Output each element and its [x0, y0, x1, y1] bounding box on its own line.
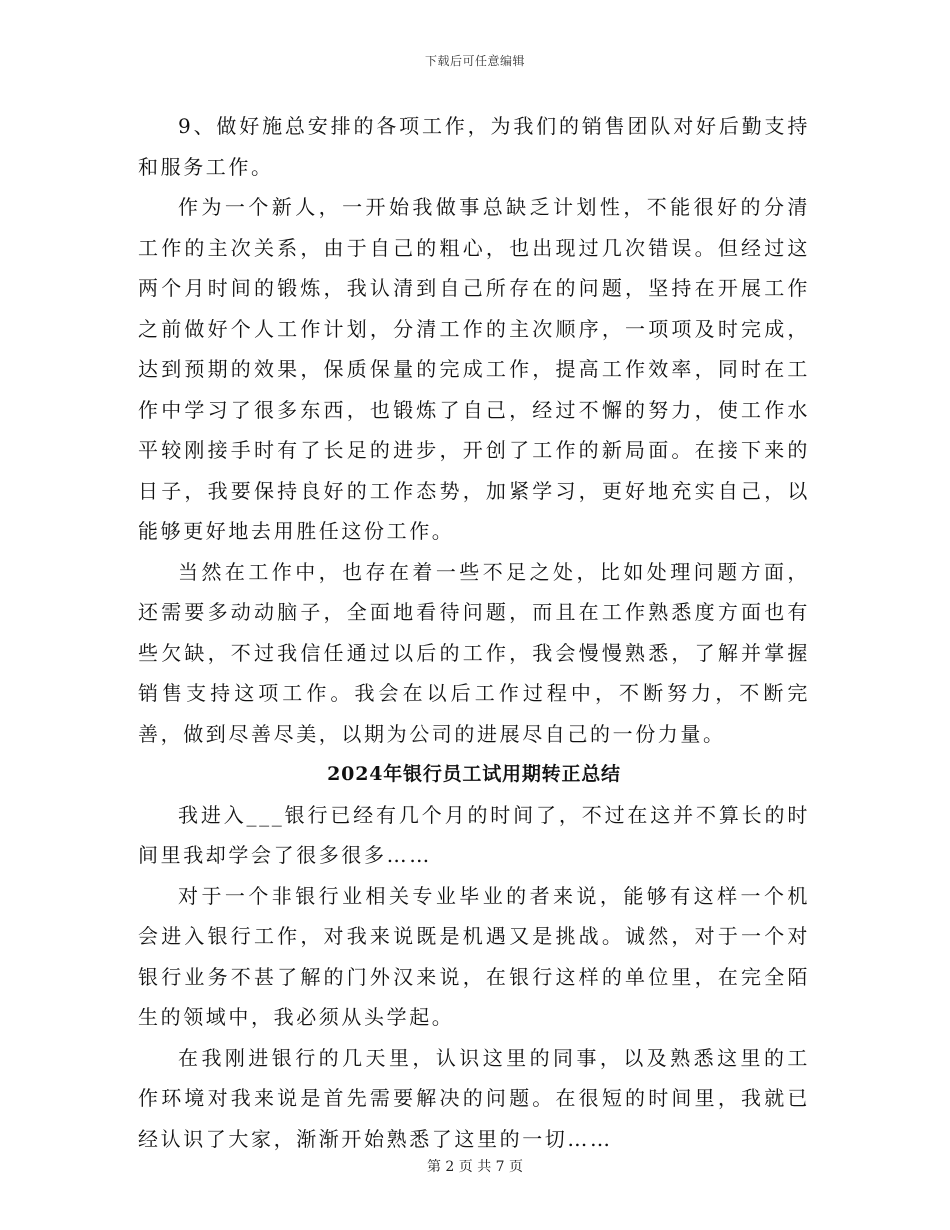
page-number: 第 2 页 共 7 页	[426, 1159, 524, 1175]
section-title: 2024年银行员工试用期转正总结	[327, 763, 621, 785]
document-body	[138, 106, 810, 1159]
paragraph-shortcomings: 当然在工作中，也存在着一些不足之处，比如处理问题方面，还需要多动动脑子，全面地看待问题，而且在工作熟悉度方面也有些欠缺，不过我信任通过以后的工作，我会慢慢熟悉，了解并掌握销售支持这项工作。我会在以后工作过程中，不断努力，不断完善，做到尽善尽美，以期为公司的进展尽自己的一份力量。	[138, 559, 810, 746]
paragraph-bank-intro: 我进入___银行已经有几个月的时间了，不过在这并不算长的时间里我却学会了很多很多……	[138, 802, 810, 867]
paragraph-opportunity: 对于一个非银行业相关专业毕业的者来说，能够有这样一个机会进入银行工作，对我来说既是机遇又是挑战。诚然，对于一个对银行业务不甚了解的门外汉来说，在银行这样的单位里，在完全陌生的领域中，我必须从头学起。	[138, 883, 810, 1029]
paragraph-first-days: 在我刚进银行的几天里，认识这里的同事，以及熟悉这里的工作环境对我来说是首先需要解决的问题。在很短的时间里，我就已经认识了大家，渐渐开始熟悉了这里的一切……	[138, 1045, 810, 1151]
paragraph-newcomer-reflection: 作为一个新人，一开始我做事总缺乏计划性，不能很好的分清工作的主次关系，由于自己的粗心，也出现过几次错误。但经过这两个月时间的锻炼，我认清到自己所存在的问题，坚持在开展工作之前做好个人工作计划，分清工作的主次顺序，一项项及时完成，达到预期的效果，保质保量的完成工作，提高工作效率，同时在工作中学习了很多东西，也锻炼了自己，经过不懈的努力，使工作水平较刚接手时有了长足的进步，开创了工作的新局面。在接下来的日子，我要保持良好的工作态势，加紧学习，更好地充实自己，以能够更好地去用胜任这份工作。	[138, 195, 810, 543]
page-header: 下载后可任意编辑	[424, 54, 525, 68]
paragraph-item-9: 9、做好施总安排的各项工作，为我们的销售团队对好后勤支持和服务工作。	[138, 114, 810, 179]
